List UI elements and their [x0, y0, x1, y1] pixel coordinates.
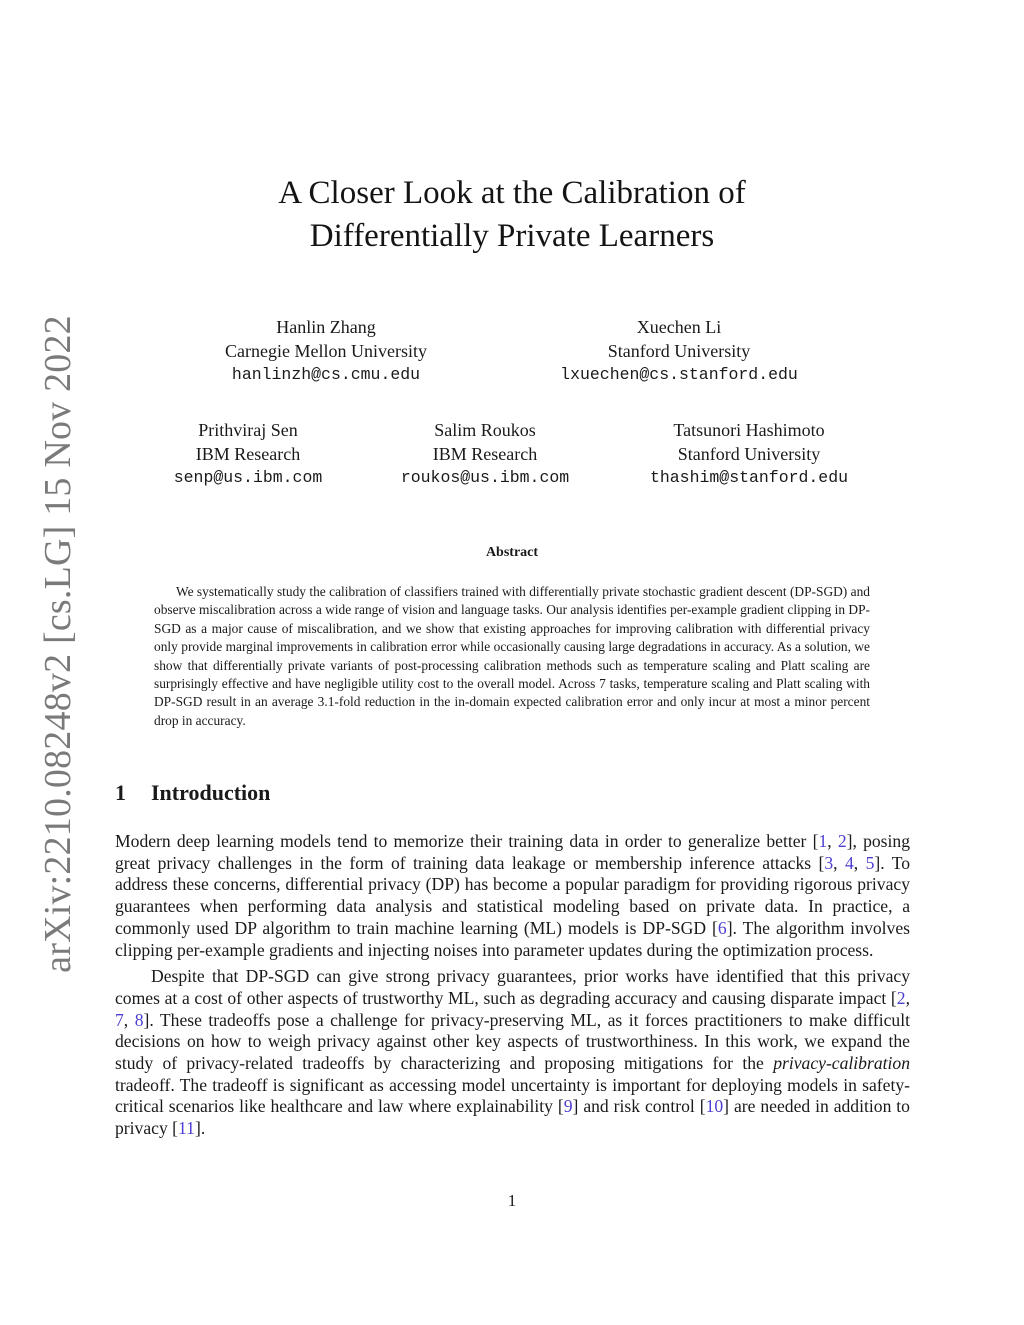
author-affiliation: Stanford University [677, 444, 821, 464]
citation-link[interactable]: 6 [717, 917, 727, 938]
introduction-body [115, 831, 910, 1140]
citation-link[interactable]: 2 [896, 987, 906, 1008]
author-email[interactable]: hanlinzh@cs.cmu.edu [231, 365, 421, 384]
author-name: Prithviraj Sen [198, 420, 298, 440]
author-name: Salim Roukos [434, 420, 536, 440]
arxiv-identifier: arXiv:2210.08248v2 [cs.LG] 15 Nov 2022 [37, 315, 79, 973]
page-number: 1 [507, 1191, 517, 1210]
author-block [401, 418, 569, 490]
abstract-text: We systematically study the calibration of classifiers trained with differentially private stochastic gradient descent (DP-SGD) and observe miscalibration across a wide range of vision and language tasks. Our analysis identifies per-example gradient clipping in DP-SGD as a major cause of miscalibration, and we show that existing approaches for improving calibration with differential privacy only provide marginal improvements in calibration error while occasionally causing large degradations in accuracy. As a solution, we show that differentially private variants of post-processing calibration methods such as temperature scaling and Platt scaling are surprisingly effective and have negligible utility cost to the overall model. Across 7 tasks, temperature scaling and Platt scaling with DP-SGD result in an average 3.1-fold reduction in the in-domain expected calibration error and only incur at most a minor percent drop in accuracy. [154, 584, 870, 728]
author-email[interactable]: roukos@us.ibm.com [400, 468, 570, 487]
author-block [560, 315, 798, 387]
author-email[interactable]: senp@us.ibm.com [173, 468, 323, 487]
author-name: Tatsunori Hashimoto [673, 420, 825, 440]
citation-link[interactable]: 8 [134, 1009, 144, 1030]
citation-link[interactable]: 4 [844, 852, 854, 873]
section-title: Introduction [151, 780, 271, 805]
author-email[interactable]: thashim@stanford.edu [649, 468, 849, 487]
citation-link[interactable]: 2 [837, 831, 847, 851]
title-line-2: Differentially Private Learners [309, 218, 715, 254]
citation-link[interactable]: 5 [865, 852, 875, 873]
abstract-heading: Abstract [485, 545, 539, 560]
section-heading [115, 780, 270, 806]
paragraph: Modern deep learning models tend to memorize their training data in order to generalize better [1, 2], posing great privacy challenges in the form of training data leakage or membership inference attacks [3, 4, 5]. To address these concerns, differential privacy (DP) has become a popular paradigm for providing rigorous privacy guarantees when performing data analysis and statistical modeling based on private data. In practice, a commonly used DP algorithm to train machine learning (ML) models is DP-SGD [6]. The algorithm involves clipping per-example gradients and injecting noises into parameter updates during the optimization process. [115, 831, 911, 960]
author-email[interactable]: lxuechen@cs.stanford.edu [560, 365, 798, 384]
author-affiliation: Stanford University [607, 341, 751, 361]
author-name: Hanlin Zhang [276, 317, 376, 337]
citation-link[interactable]: 10 [705, 1096, 724, 1117]
author-affiliation: Carnegie Mellon University [225, 341, 427, 361]
paragraph: Despite that DP-SGD can give strong privacy guarantees, prior works have identified that this privacy comes at a cost of other aspects of trustworthy ML, such as degrading accuracy and causing disparate impact [2, 7, 8]. These tradeoffs pose a challenge for privacy-preserving ML, as it forces practitioners to make difficult decisions on how to weigh privacy against other key aspects of trustworthiness. In this work, we expand the study of privacy-related tradeoffs by characterizing and proposing mitigations for the privacy-calibration tradeoff. The tradeoff is significant as accessing model uncertainty is important for deploying models in safety-critical scenarios like healthcare and law where explainability [9] and risk control [10] are needed in addition to privacy [11]. [115, 966, 910, 1139]
author-affiliation: IBM Research [432, 444, 538, 464]
author-block [225, 315, 427, 387]
author-affiliation: IBM Research [195, 444, 301, 464]
citation-link[interactable]: 1 [818, 831, 828, 851]
emphasized-term: privacy-calibration [773, 1053, 910, 1074]
title-line-1: A Closer Look at the Calibration of [278, 175, 746, 211]
citation-link[interactable]: 9 [563, 1096, 573, 1117]
author-block [650, 418, 848, 490]
paper-title [0, 172, 1024, 258]
section-number: 1 [115, 780, 126, 805]
author-block [174, 418, 323, 490]
citation-link[interactable]: 3 [824, 852, 834, 873]
author-name: Xuechen Li [636, 317, 722, 337]
citation-link[interactable]: 11 [178, 1118, 195, 1139]
citation-link[interactable]: 7 [115, 1009, 124, 1030]
